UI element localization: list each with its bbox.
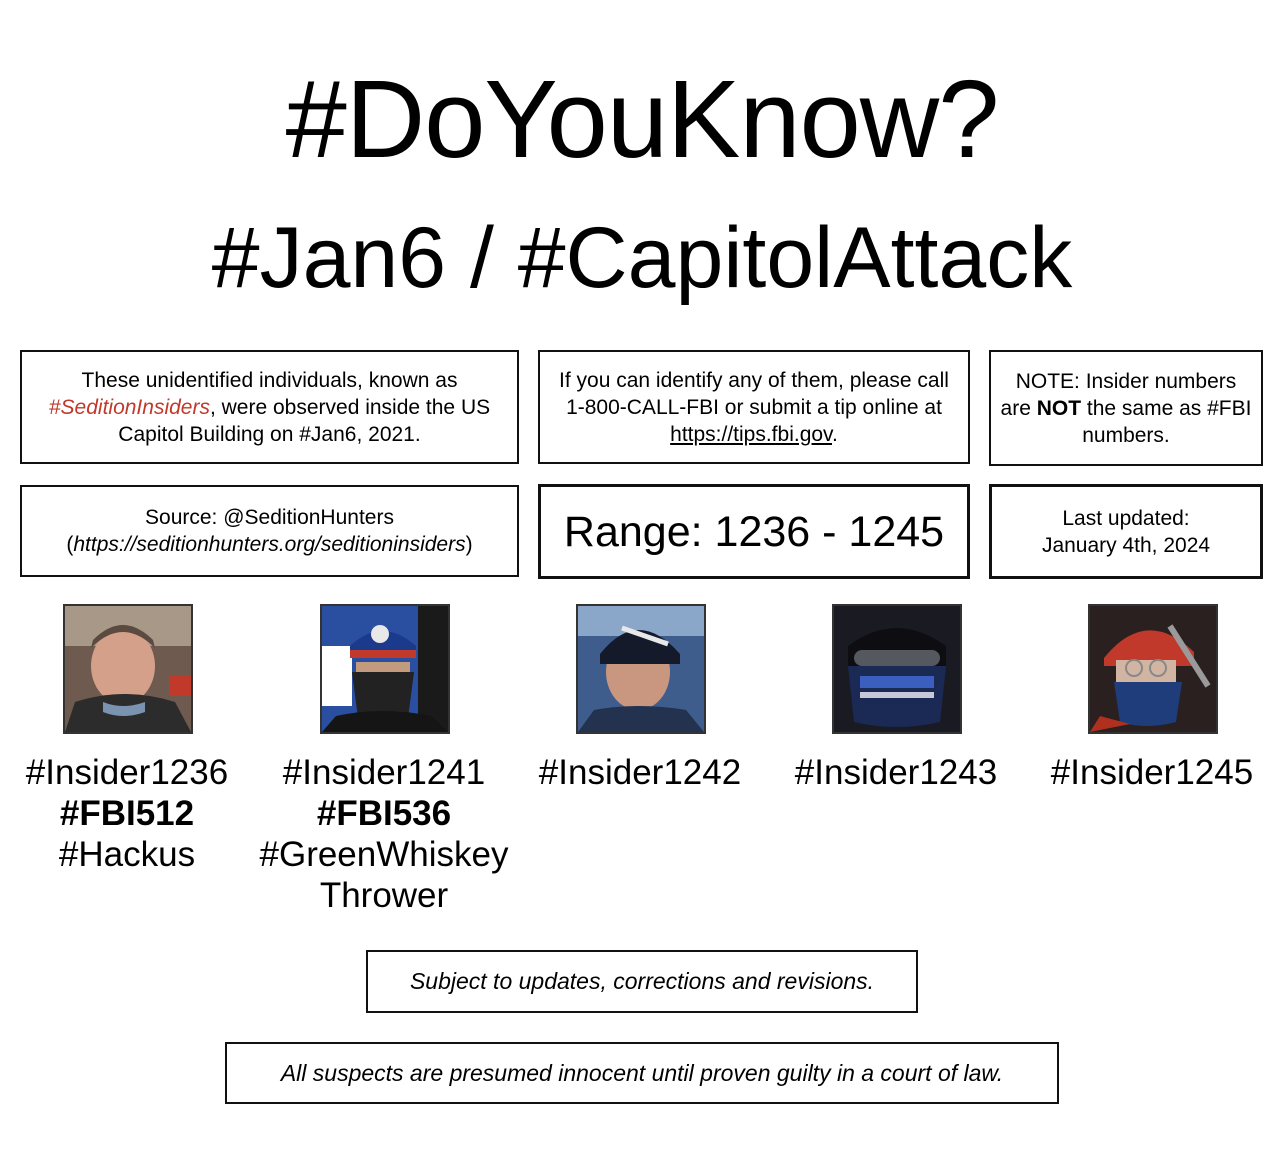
suspect-nickname: #Hackus [58,835,196,874]
insider-number: #Insider1242 [538,753,742,792]
insider-number: #Insider1236 [25,753,229,792]
suspect-nickname-line2: Thrower [319,876,449,915]
sedition-insiders-tag[interactable]: #SeditionInsiders [48,395,210,419]
source-url-link[interactable]: https://seditionhunters.org/seditioninsiders [73,533,466,556]
suspect-nickname: #GreenWhiskey [259,835,509,874]
note-box [989,350,1263,466]
suspect-photo-1241[interactable] [320,604,450,734]
tip-text-pre: If you can identify any of them, please call 1-800-CALL-FBI or submit a tip online at [559,368,949,419]
intro-box [20,350,519,464]
suspect-label-1243 [766,752,1026,793]
fbi-number: #FBI536 [316,794,452,833]
suspect-photo-1242[interactable] [576,604,706,734]
note-text-bold: NOT [1036,396,1082,420]
tips-fbi-link[interactable]: https://tips.fbi.gov [670,422,832,446]
range-box [538,484,970,579]
suspect-photo-1245[interactable] [1088,604,1218,734]
note-text-pre: NOTE: Insider numbers are [1000,369,1237,420]
source-line: Source: @SeditionHunters [145,506,394,529]
insider-number: #Insider1245 [1050,753,1254,792]
suspect-label-1245 [1022,752,1282,793]
page-subtitle: #Jan6 / #CapitolAttack [211,210,1073,306]
range-text: Range: 1236 - 1245 [563,507,945,556]
intro-text-pre: These unidentified individuals, known as [81,368,458,392]
updated-label: Last updated: [1062,506,1190,530]
note-text-post: the same as #FBI numbers. [1082,396,1252,447]
suspect-label-1242 [510,752,770,793]
insider-number: #Insider1243 [794,753,998,792]
updates-text: Subject to updates, corrections and revisions. [409,968,875,994]
updated-date: January 4th, 2024 [1041,533,1211,557]
suspect-label-1236 [0,752,257,875]
updates-disclaimer [366,950,918,1013]
suspect-photo-1236[interactable] [63,604,193,734]
suspect-photo-1243[interactable] [832,604,962,734]
fbi-number: #FBI512 [59,794,195,833]
source-box: Source: @SeditionHunters (https://seditionhunters.org/seditioninsiders) [20,485,519,577]
intro-text-post: , were observed inside the US Capitol Building on #Jan6, 2021. [118,395,491,446]
suspect-label-1241 [254,752,514,916]
innocence-disclaimer [225,1042,1059,1104]
updated-box [989,484,1263,579]
tip-box [538,350,970,464]
innocence-text: All suspects are presumed innocent until proven guilty in a court of law. [280,1059,1004,1086]
insider-number: #Insider1241 [282,753,486,792]
tip-text-post: . [832,422,838,446]
page-title: #DoYouKnow? [285,58,999,181]
